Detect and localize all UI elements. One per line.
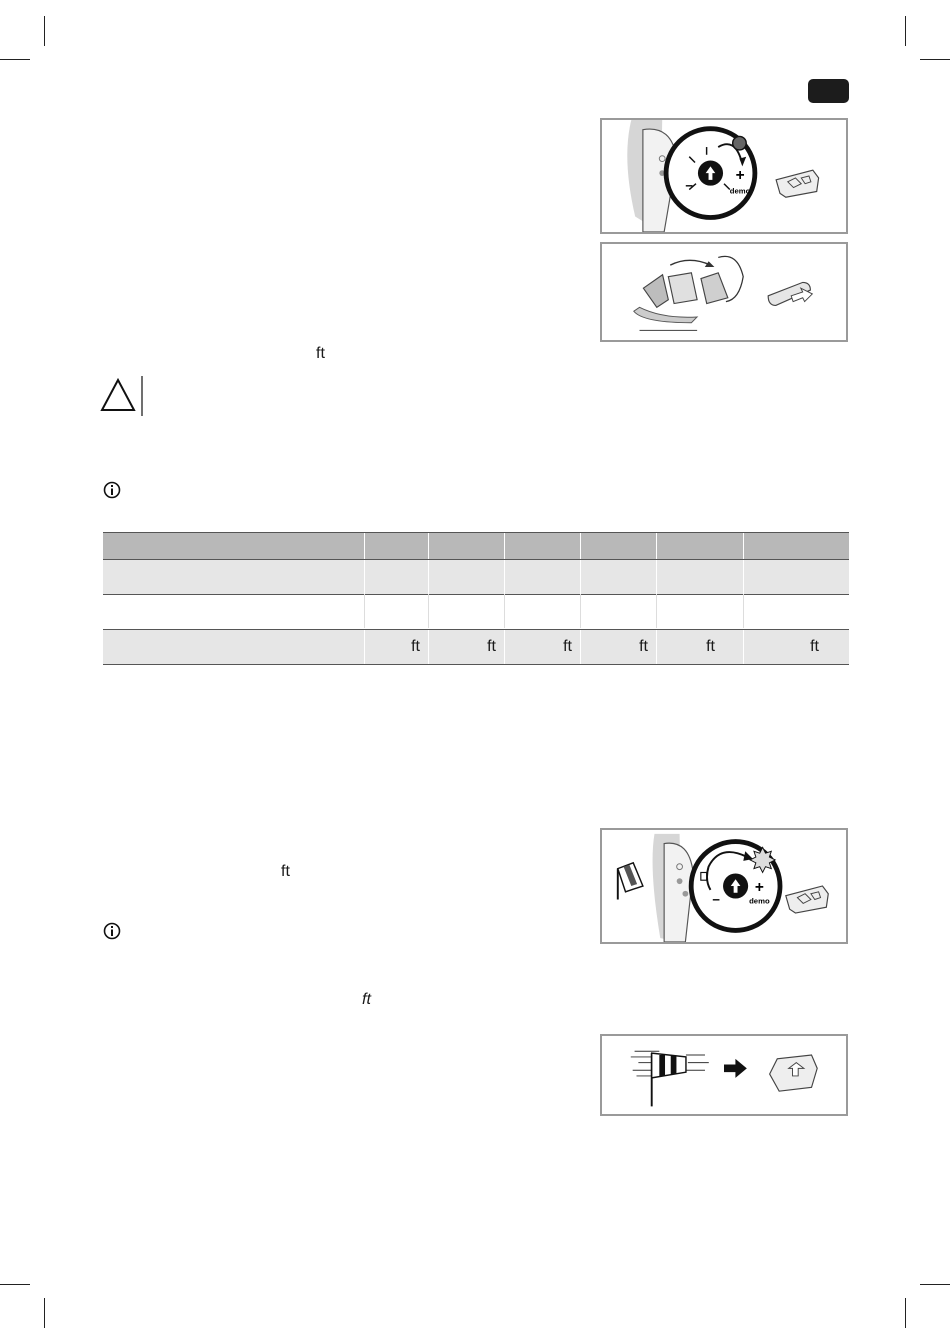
table-row — [103, 629, 849, 665]
info-icon — [103, 922, 121, 940]
crop-mark — [920, 1284, 950, 1285]
warning-block — [100, 372, 150, 420]
plus-label: + — [754, 878, 764, 896]
crop-mark — [44, 16, 45, 46]
minus-label: – — [712, 891, 720, 907]
language-tab — [808, 79, 849, 103]
table-cell-unit: ft — [706, 638, 715, 655]
plus-label: + — [735, 166, 745, 184]
table-cell-unit: ft — [639, 638, 648, 655]
table-cell-unit: ft — [810, 638, 819, 655]
table-header-row — [103, 532, 849, 559]
table-cell-unit: ft — [487, 638, 496, 655]
unit-text-top: ft — [316, 345, 325, 362]
table-cell-unit: ft — [563, 638, 572, 655]
minus-label: – — [685, 177, 693, 193]
crop-mark — [44, 1298, 45, 1328]
crop-mark — [920, 59, 950, 60]
figure-windsock-cartridge — [600, 1034, 848, 1116]
crop-mark — [905, 1298, 906, 1328]
table-row — [103, 594, 849, 628]
table-row — [103, 559, 849, 595]
demo-label: demo — [749, 896, 770, 906]
figure-wind-mode-dial — [600, 828, 848, 944]
crop-mark — [0, 1284, 30, 1285]
demo-label: demo — [729, 186, 751, 196]
crop-mark — [905, 16, 906, 46]
unit-text-italic: ft — [362, 991, 371, 1008]
crop-mark — [0, 59, 30, 60]
figure-control-dial — [600, 118, 848, 234]
unit-text-lower: ft — [281, 863, 290, 880]
figure-cartridge-insertion — [600, 242, 848, 342]
info-icon — [103, 481, 121, 499]
warning-triangle-icon — [102, 380, 134, 410]
table-cell-unit: ft — [411, 638, 420, 655]
